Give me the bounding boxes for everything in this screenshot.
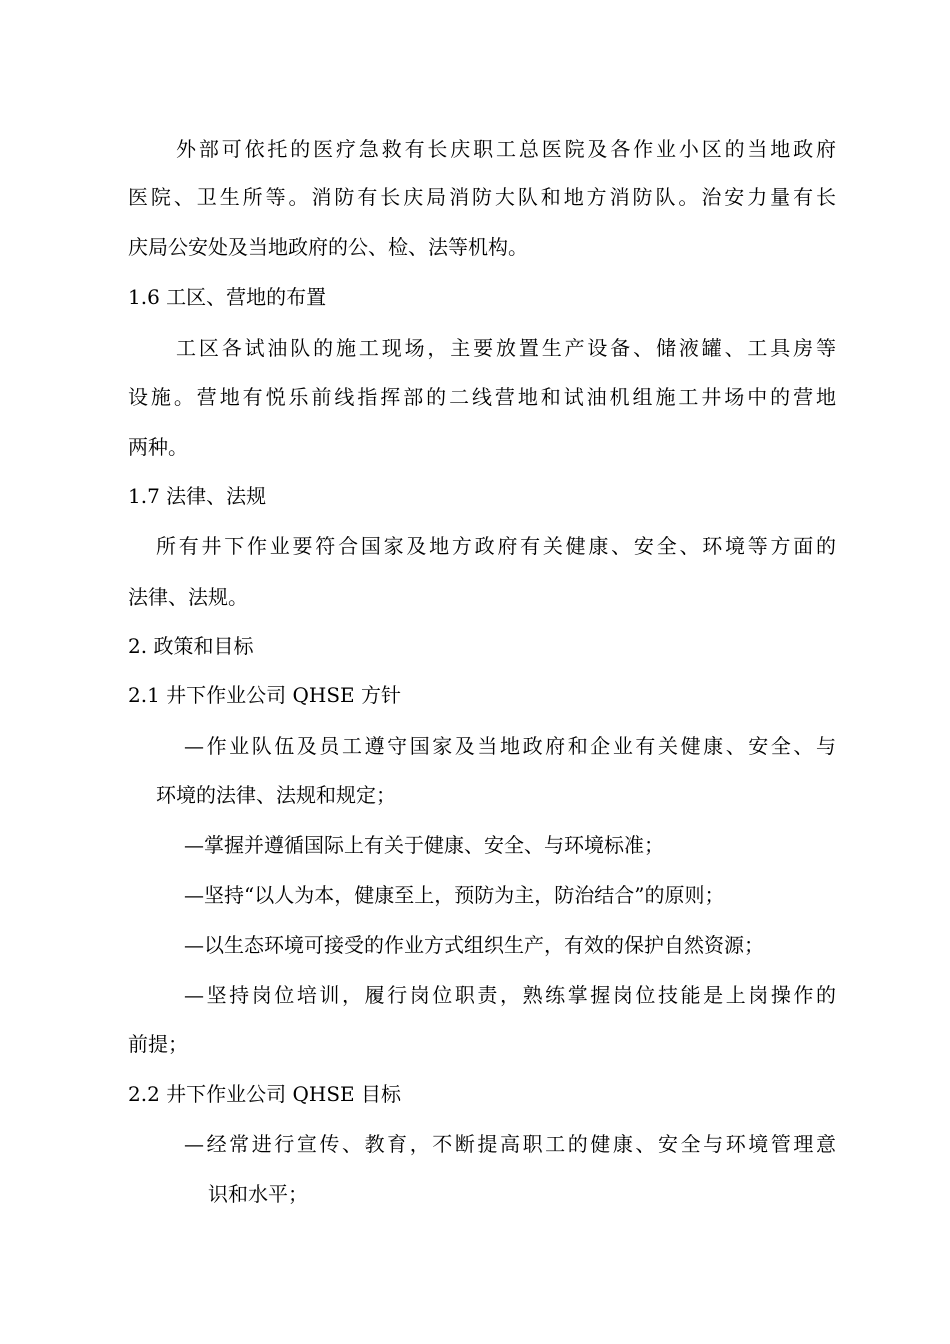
paragraph-line: 工区各试油队的施工现场，主要放置生产设备、储液罐、工具房等 (176, 336, 836, 360)
goal-item-line: 识和水平； (208, 1182, 308, 1206)
section-heading: 1.6 工区、营地的布置 (128, 285, 327, 309)
policy-item: —坚持“以人为本，健康至上，预防为主，防治结合”的原则； (184, 883, 725, 907)
goal-item-line: —经常进行宣传、教育，不断提高职工的健康、安全与环境管理意 (184, 1132, 836, 1156)
section-heading: 1.7 法律、法规 (128, 484, 267, 508)
paragraph-line: 设施。营地有悦乐前线指挥部的二线营地和试油机组施工井场中的营地 (128, 385, 836, 409)
section-heading: 2. 政策和目标 (128, 634, 254, 658)
subsection-heading: 2.2 井下作业公司 QHSE 目标 (128, 1082, 402, 1106)
policy-item: —掌握并遵循国际上有关于健康、安全、与环境标准； (184, 833, 664, 857)
paragraph-line: 所有井下作业要符合国家及地方政府有关健康、安全、环境等方面的 (156, 534, 836, 558)
policy-item-line: —坚持岗位培训，履行岗位职责，熟练掌握岗位技能是上岗操作的 (184, 983, 836, 1007)
paragraph-line: 庆局公安处及当地政府的公、检、法等机构。 (128, 235, 528, 259)
paragraph-line: 外部可依托的医疗急救有长庆职工总医院及各作业小区的当地政府 (176, 137, 836, 161)
policy-item-line: 环境的法律、法规和规定； (156, 783, 396, 807)
subsection-heading: 2.1 井下作业公司 QHSE 方针 (128, 683, 402, 707)
paragraph-line: 两种。 (128, 435, 188, 459)
paragraph-line: 法律、法规。 (128, 585, 248, 609)
policy-item: —以生态环境可接受的作业方式组织生产，有效的保护自然资源； (184, 933, 764, 957)
paragraph-line: 医院、卫生所等。消防有长庆局消防大队和地方消防队。治安力量有长 (128, 185, 836, 209)
policy-item-line: 前提； (128, 1032, 188, 1056)
policy-item-line: —作业队伍及员工遵守国家及当地政府和企业有关健康、安全、与 (184, 734, 836, 758)
